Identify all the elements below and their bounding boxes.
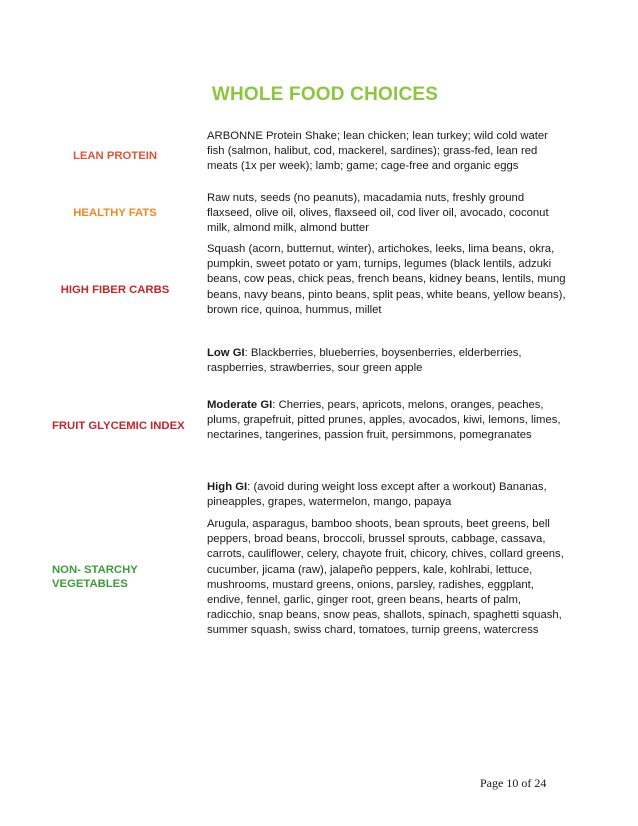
non-starchy-label-line1: NON- STARCHY: [52, 564, 138, 576]
lean-protein-label: LEAN PROTEIN: [72, 150, 158, 162]
non-starchy-label-line2: VEGETABLES: [52, 578, 128, 590]
high-gi-text: [207, 480, 567, 510]
moderate-gi-body: : Cherries, pears, apricots, melons, oranges, peaches, plums, grapefruit, pitted prunes, apples, avocados, kiwi, lemons, limes, nectarines, tangerines, passion fruit, persimmons, pomegranates: [207, 399, 561, 442]
lean-protein-text: ARBONNE Protein Shake; lean chicken; lean turkey; wild cold water fish (salmon, halibut, cod, mackerel, sardines); grass-fed, lean red meats (1x per week); lamb; game; cage-free and organic eggs: [207, 130, 548, 173]
high-gi-heading: High GI: [207, 481, 248, 493]
page-title: WHOLE FOOD CHOICES: [211, 84, 439, 105]
moderate-gi-heading: Moderate GI: [207, 399, 273, 411]
non-starchy-vegetables-label: [52, 563, 192, 591]
healthy-fats-label: HEALTHY FATS: [73, 207, 157, 219]
fruit-glycemic-index-label: FRUIT GLYCEMIC INDEX: [52, 420, 185, 432]
moderate-gi-text: [207, 398, 567, 444]
low-gi-text: [207, 346, 567, 376]
low-gi-body: : Blackberries, blueberries, boysenberries, elderberries, raspberries, strawberries, sour green apple: [207, 347, 522, 375]
high-fiber-carbs-label: HIGH FIBER CARBS: [60, 284, 170, 296]
non-starchy-vegetables-text: Arugula, asparagus, bamboo shoots, bean sprouts, beet greens, bell peppers, broad beans, broccoli, brussel sprouts, cabbage, cassava, carrots, cauliflower, celery, chayote fruit, chicory, chives, collard greens, cucumber, jicama (raw), jalapeño peppers, kale, kohlrabi, lettuce, mushrooms, mustard greens, onions, parsley, radishes, eggplant, endive, fennel, garlic, ginger root, green beans, hearts of palm, radicchio, snap beans, snow peas, shallots, spinach, spaghetti squash, summer squash, swiss chard, tomatoes, turnip greens, watercress: [207, 518, 564, 637]
high-fiber-carbs-text: Squash (acorn, butternut, winter), artichokes, leeks, lima beans, okra, pumpkin, sweet potato or yam, turnips, legumes (black lentils, adzuki beans, cow peas, chick peas, french beans, kidney beans, lentils, mung beans, navy beans, pinto beans, split peas, white beans, yellow beans), brown rice, quinoa, hummus, millet: [207, 243, 566, 316]
high-gi-body: : (avoid during weight loss except after a workout) Bananas, pineapples, grapes, watermelon, mango, papaya: [207, 481, 547, 509]
page-number: Page 10 of 24: [480, 776, 547, 790]
healthy-fats-text: Raw nuts, seeds (no peanuts), macadamia nuts, freshly ground flaxseed, olive oil, olives, flaxseed oil, cod liver oil, avocado, coconut milk, almond milk, almond butter: [207, 192, 549, 235]
low-gi-heading: Low GI: [207, 347, 245, 359]
